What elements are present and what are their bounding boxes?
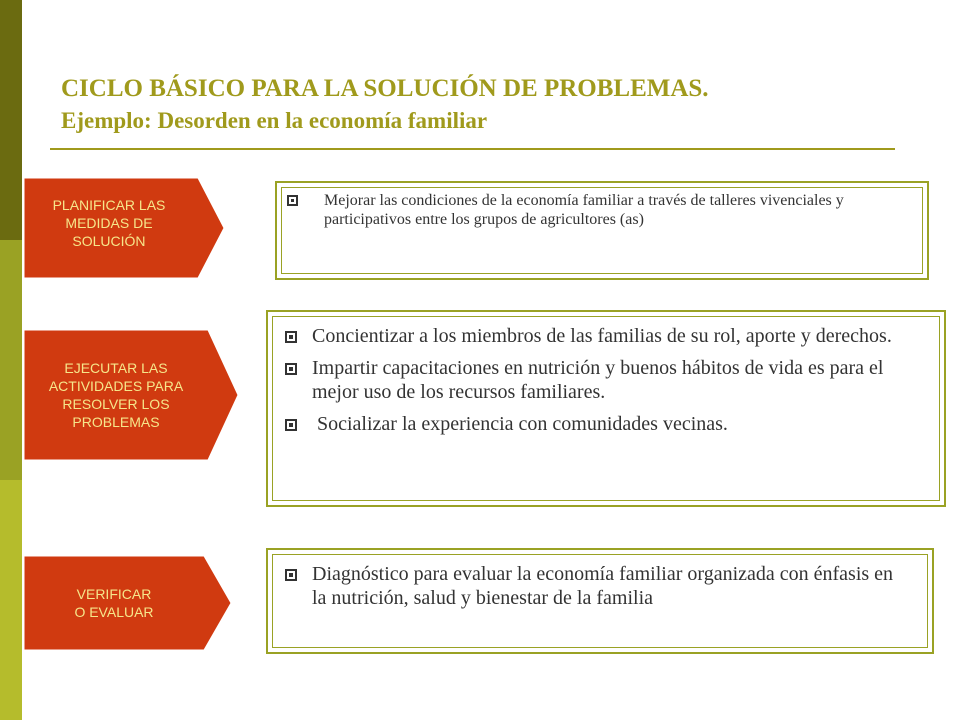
list-item-text: Concientizar a los miembros de las familias de su rol, aporte y derechos. (312, 325, 892, 347)
step-label (24, 330, 208, 460)
list-item-text: Socializar la experiencia con comunidades vecinas. (317, 413, 728, 435)
step-verificar (24, 556, 231, 650)
list-item (285, 324, 916, 348)
step-planificar (24, 178, 224, 278)
step-label-line: O EVALUAR (74, 604, 154, 620)
list-item-text: Diagnóstico para evaluar la economía familiar organizada con énfasis en la nutrición, salud y bienestar de la familia (312, 563, 894, 609)
step-box-verificar (266, 548, 934, 654)
square-bullet-icon (287, 195, 298, 206)
step-label (24, 178, 194, 268)
left-decorative-bar (0, 0, 22, 720)
square-bullet-icon (285, 363, 297, 375)
list-item (287, 191, 909, 229)
step-label-line: VERIFICAR (76, 586, 152, 602)
sidebar-segment-mid (0, 240, 22, 480)
step-box-planificar (275, 181, 929, 280)
step-label-line: EJECUTAR LAS (64, 360, 168, 376)
title-line-1: CICLO BÁSICO PARA LA SOLUCIÓN DE PROBLEMAS. (61, 75, 709, 102)
title-line-2: Ejemplo: Desorden en la economía familiar (61, 108, 488, 133)
title-underline (50, 148, 895, 150)
list-item (285, 412, 916, 436)
step-label-line: SOLUCIÓN (72, 233, 146, 249)
sidebar-segment-light (0, 480, 22, 720)
list-item (285, 356, 916, 404)
step-label-line: MEDIDAS DE (65, 215, 153, 231)
square-bullet-icon (285, 569, 297, 581)
step-label-line: ACTIVIDADES PARA (48, 378, 184, 394)
step-ejecutar (24, 330, 238, 460)
slide-title (61, 73, 921, 137)
square-bullet-icon (285, 419, 297, 431)
sidebar-segment-dark (0, 0, 22, 240)
step-label-line: PROBLEMAS (72, 414, 160, 430)
list-item-text: Mejorar las condiciones de la economía familiar a través de talleres vivenciales y participativos entre los grupos de agricultores (as) (324, 192, 844, 228)
list-item-text: Impartir capacitaciones en nutrición y buenos hábitos de vida es para el mejor uso de los recursos familiares. (312, 357, 884, 403)
square-bullet-icon (285, 331, 297, 343)
step-label-line: RESOLVER LOS (62, 396, 170, 412)
step-label-line: PLANIFICAR LAS (52, 197, 166, 213)
list-item (285, 562, 910, 610)
step-label (24, 556, 204, 650)
step-box-ejecutar (266, 310, 946, 507)
